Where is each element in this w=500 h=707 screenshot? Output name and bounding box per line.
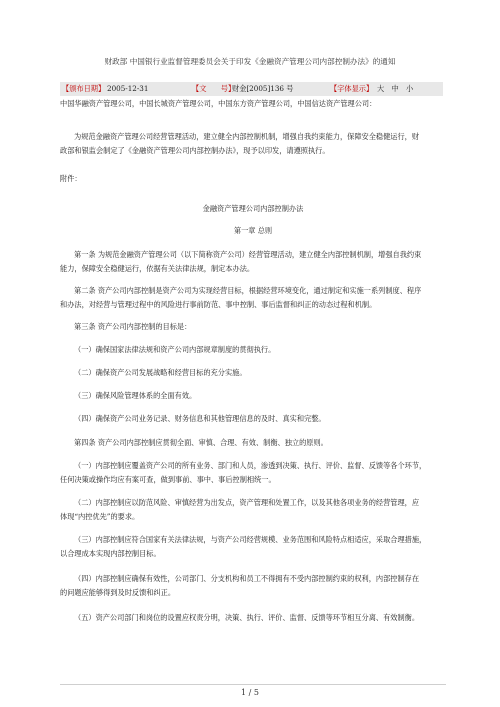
article-4-item-1-line-2: 任何决策或操作均应有案可查，做到事前、事中、事后控制相统一。 [60, 475, 276, 484]
article-4: 第四条 资产公司内部控制应贯彻全面、审慎、合理、有效、制衡、独立的原则。 [74, 438, 328, 447]
article-4-item-4-line-1: （四）内部控制应确保有效性，公司部门、分支机构和员工不得拥有不受内部控制约束的权利，内部控制存在 [74, 574, 420, 583]
article-1-line-2: 能力，保障安全稳健运行，依据有关法律法规，制定本办法。 [60, 264, 255, 273]
page-number: 1 / 5 [241, 688, 259, 697]
font-size-label: 【字体显示】 [330, 84, 374, 93]
article-3-item-3: （三）确保风险管理体系的全面有效。 [74, 391, 197, 400]
article-4-item-3-line-1: （三）内部控制应符合国家有关法律法规，与资产公司经营规模、业务范围和风险特点相适应，采取合理措施， [74, 535, 427, 544]
intro-line-1: 为规范金融资产管理公司经营管理活动，建立健全内部控制机制，增强自我约束能力，保障安全稳健运行，财 [74, 132, 420, 141]
article-3-item-4: （四）确保资产公司业务记录、财务信息和其他管理信息的及时、真实和完整。 [74, 414, 326, 423]
article-4-item-2-line-1: （二）内部控制应以防范风险、审慎经营为出发点，资产管理和处置工作，以及其他各项业务的经营管理，应 [74, 498, 420, 507]
meta-bar [60, 82, 443, 96]
attachment-title: 金融资产管理公司内部控制办法 [202, 204, 304, 213]
font-size-large-link[interactable]: 大 [377, 84, 385, 93]
article-3: 第三条 资产公司内部控制的目标是： [74, 322, 192, 331]
footer-divider [60, 684, 446, 685]
chapter-heading: 第一章 总则 [233, 226, 273, 235]
article-3-item-2: （二）确保资产公司发展战略和经营目标的充分实施。 [74, 368, 247, 377]
article-4-item-2-line-2: 体现“内控优先”的要求。 [60, 512, 140, 521]
font-size-small-link[interactable]: 小 [406, 84, 414, 93]
docno-value: 财金[2005]136 号 [232, 84, 294, 93]
date-label: 【颁布日期】 [62, 84, 106, 93]
article-4-item-3-line-2: 以合理成本实现内部控制目标。 [60, 549, 161, 558]
article-4-item-4-line-2: 的问题应能够得到及时反馈和纠正。 [60, 588, 176, 597]
font-size-medium-link[interactable]: 中 [391, 84, 399, 93]
document-title: 财政部 中国银行业监督管理委员会关于印发《金融资产管理公司内部控制办法》的通知 [104, 57, 396, 66]
article-4-item-1-line-1: （一）内部控制应覆盖资产公司的所有业务、部门和人员，渗透到决策、执行、评价、监督、反馈等各个环节， [74, 461, 427, 470]
recipients: 中国华融资产管理公司，中国长城资产管理公司，中国东方资产管理公司，中国信达资产管理公司： [60, 99, 377, 108]
font-size-options [377, 82, 418, 96]
date-value: 2005-12-31 [107, 84, 149, 93]
article-3-item-1: （一）确保国家法律法规和资产公司内部规章制度的贯彻执行。 [74, 345, 276, 354]
article-1-line-1: 第一条 为规范金融资产管理公司（以下简称资产公司）经营管理活动，建立健全内部控制机制，增强自我约束 [74, 250, 422, 259]
article-2-line-2: 和办法，对经营与管理过程中的风险进行事前防范、事中控制、事后监督和纠正的动态过程和机制。 [60, 300, 377, 309]
attachment-label: 附件： [60, 174, 82, 183]
article-4-item-5: （五）资产公司部门和岗位的设置应权责分明，决策、执行、评价、监督、反馈等环节相互分离、有效制衡。 [74, 613, 420, 622]
article-2-line-1: 第二条 资产公司内部控制是资产公司为实现经营目标，根据经营环境变化，通过制定和实施一系列制度、程序 [74, 286, 422, 295]
intro-line-2: 政部和银监会制定了《金融资产管理公司内部控制办法》，现予以印发，请遵照执行。 [60, 146, 330, 155]
docno-label: 【文 号】 [192, 84, 236, 93]
